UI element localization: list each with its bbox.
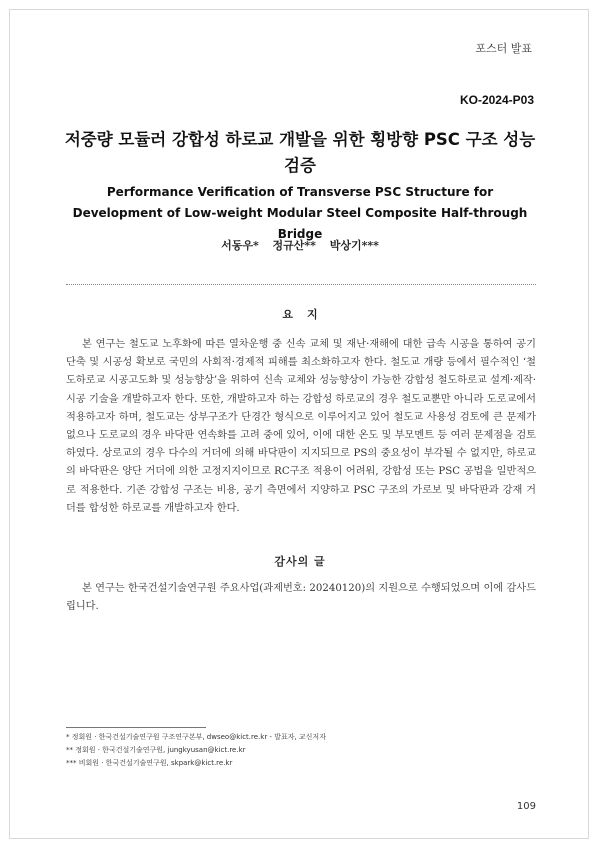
page-number: 109 <box>516 801 536 812</box>
acknowledgment-heading: 감사의 글 <box>274 555 326 568</box>
english-title: Performance Verification of Transverse PSC Structure for Development of Low-weight Modular Steel Composite Half-through Bridge <box>72 185 528 241</box>
paper-code: KO-2024-P03 <box>459 93 534 107</box>
abstract-text: 본 연구는 철도교 노후화에 따른 열차운행 중 신속 교체 및 재난·재해에 대한 급속 시공을 통하여 공기단축 및 시공성 확보로 국민의 사회적·경제적 피해를 최소화하고자 한다. 철도교 개량 등에서 필수적인 ‘철도하로교 시공고도화 및 성능향상’을 위하여 신속 교체와 성능향상이 가능한 강합성 철도하로교 설계·제작·시공 기술을 개발하고자 한다. 또한, 개발하고자 하는 강합성 하로교의 경우 철도교뿐만 아니라 도로교에서 적용하고자 하며, 철도교는 상부구조가 단경간 형식으로 이루어지고 있어 철도교 사용성 검토에 큰 문제가 없으나 도로교의 경우 바닥판 연속화를 고려 중에 있어, 이에 대한 온도 및 부모멘트 등 여러 문제점을 검토하였다. 상로교의 경우 다수의 거더에 의해 바닥판이 지지되므로 PS의 중요성이 부각될 수 없지만, 하로교의 바닥판은 양단 거더에 의한 고정지지이므로 RC구조 적용이 어려워, 강합성 또는 PSC 공법을 일반적으로 적용한다. 기존 강합성 구조는 비용, 공기 측면에서 지양하고 PSC 구조의 가로보 및 바닥판과 강재 거더를 합성한 하로교를 개발하고자 한다. <box>66 339 536 514</box>
footnote-3: *** 비회원 · 한국건설기술연구원, skpark@kict.re.kr <box>66 759 233 767</box>
author-3: 박상기*** <box>329 239 379 252</box>
abstract-heading: 요지 <box>282 308 332 321</box>
author-2: 정규산** <box>272 239 316 252</box>
author-list <box>60 237 540 253</box>
footnote-1: * 정회원 · 한국건설기술연구원 구조연구본부, dwseo@kict.re.kr - 발표자, 교신저자 <box>66 733 326 741</box>
footnote-divider <box>66 727 206 728</box>
author-1: 서동우* <box>221 239 259 252</box>
acknowledgment-text: 본 연구는 한국건설기술연구원 주요사업(과제번호: 20240120)의 지원으로 수행되었으며 이에 감사드립니다. <box>66 583 536 613</box>
footnote-2: ** 정회원 · 한국건설기술연구원, jungkyusan@kict.re.kr <box>66 746 246 754</box>
korean-title: 저중량 모듈러 강합성 하로교 개발을 위한 횡방향 PSC 구조 성능 검증 <box>64 130 536 175</box>
footnotes <box>66 731 536 770</box>
title-divider <box>66 284 536 285</box>
session-label: 포스터 발표 <box>475 42 532 55</box>
